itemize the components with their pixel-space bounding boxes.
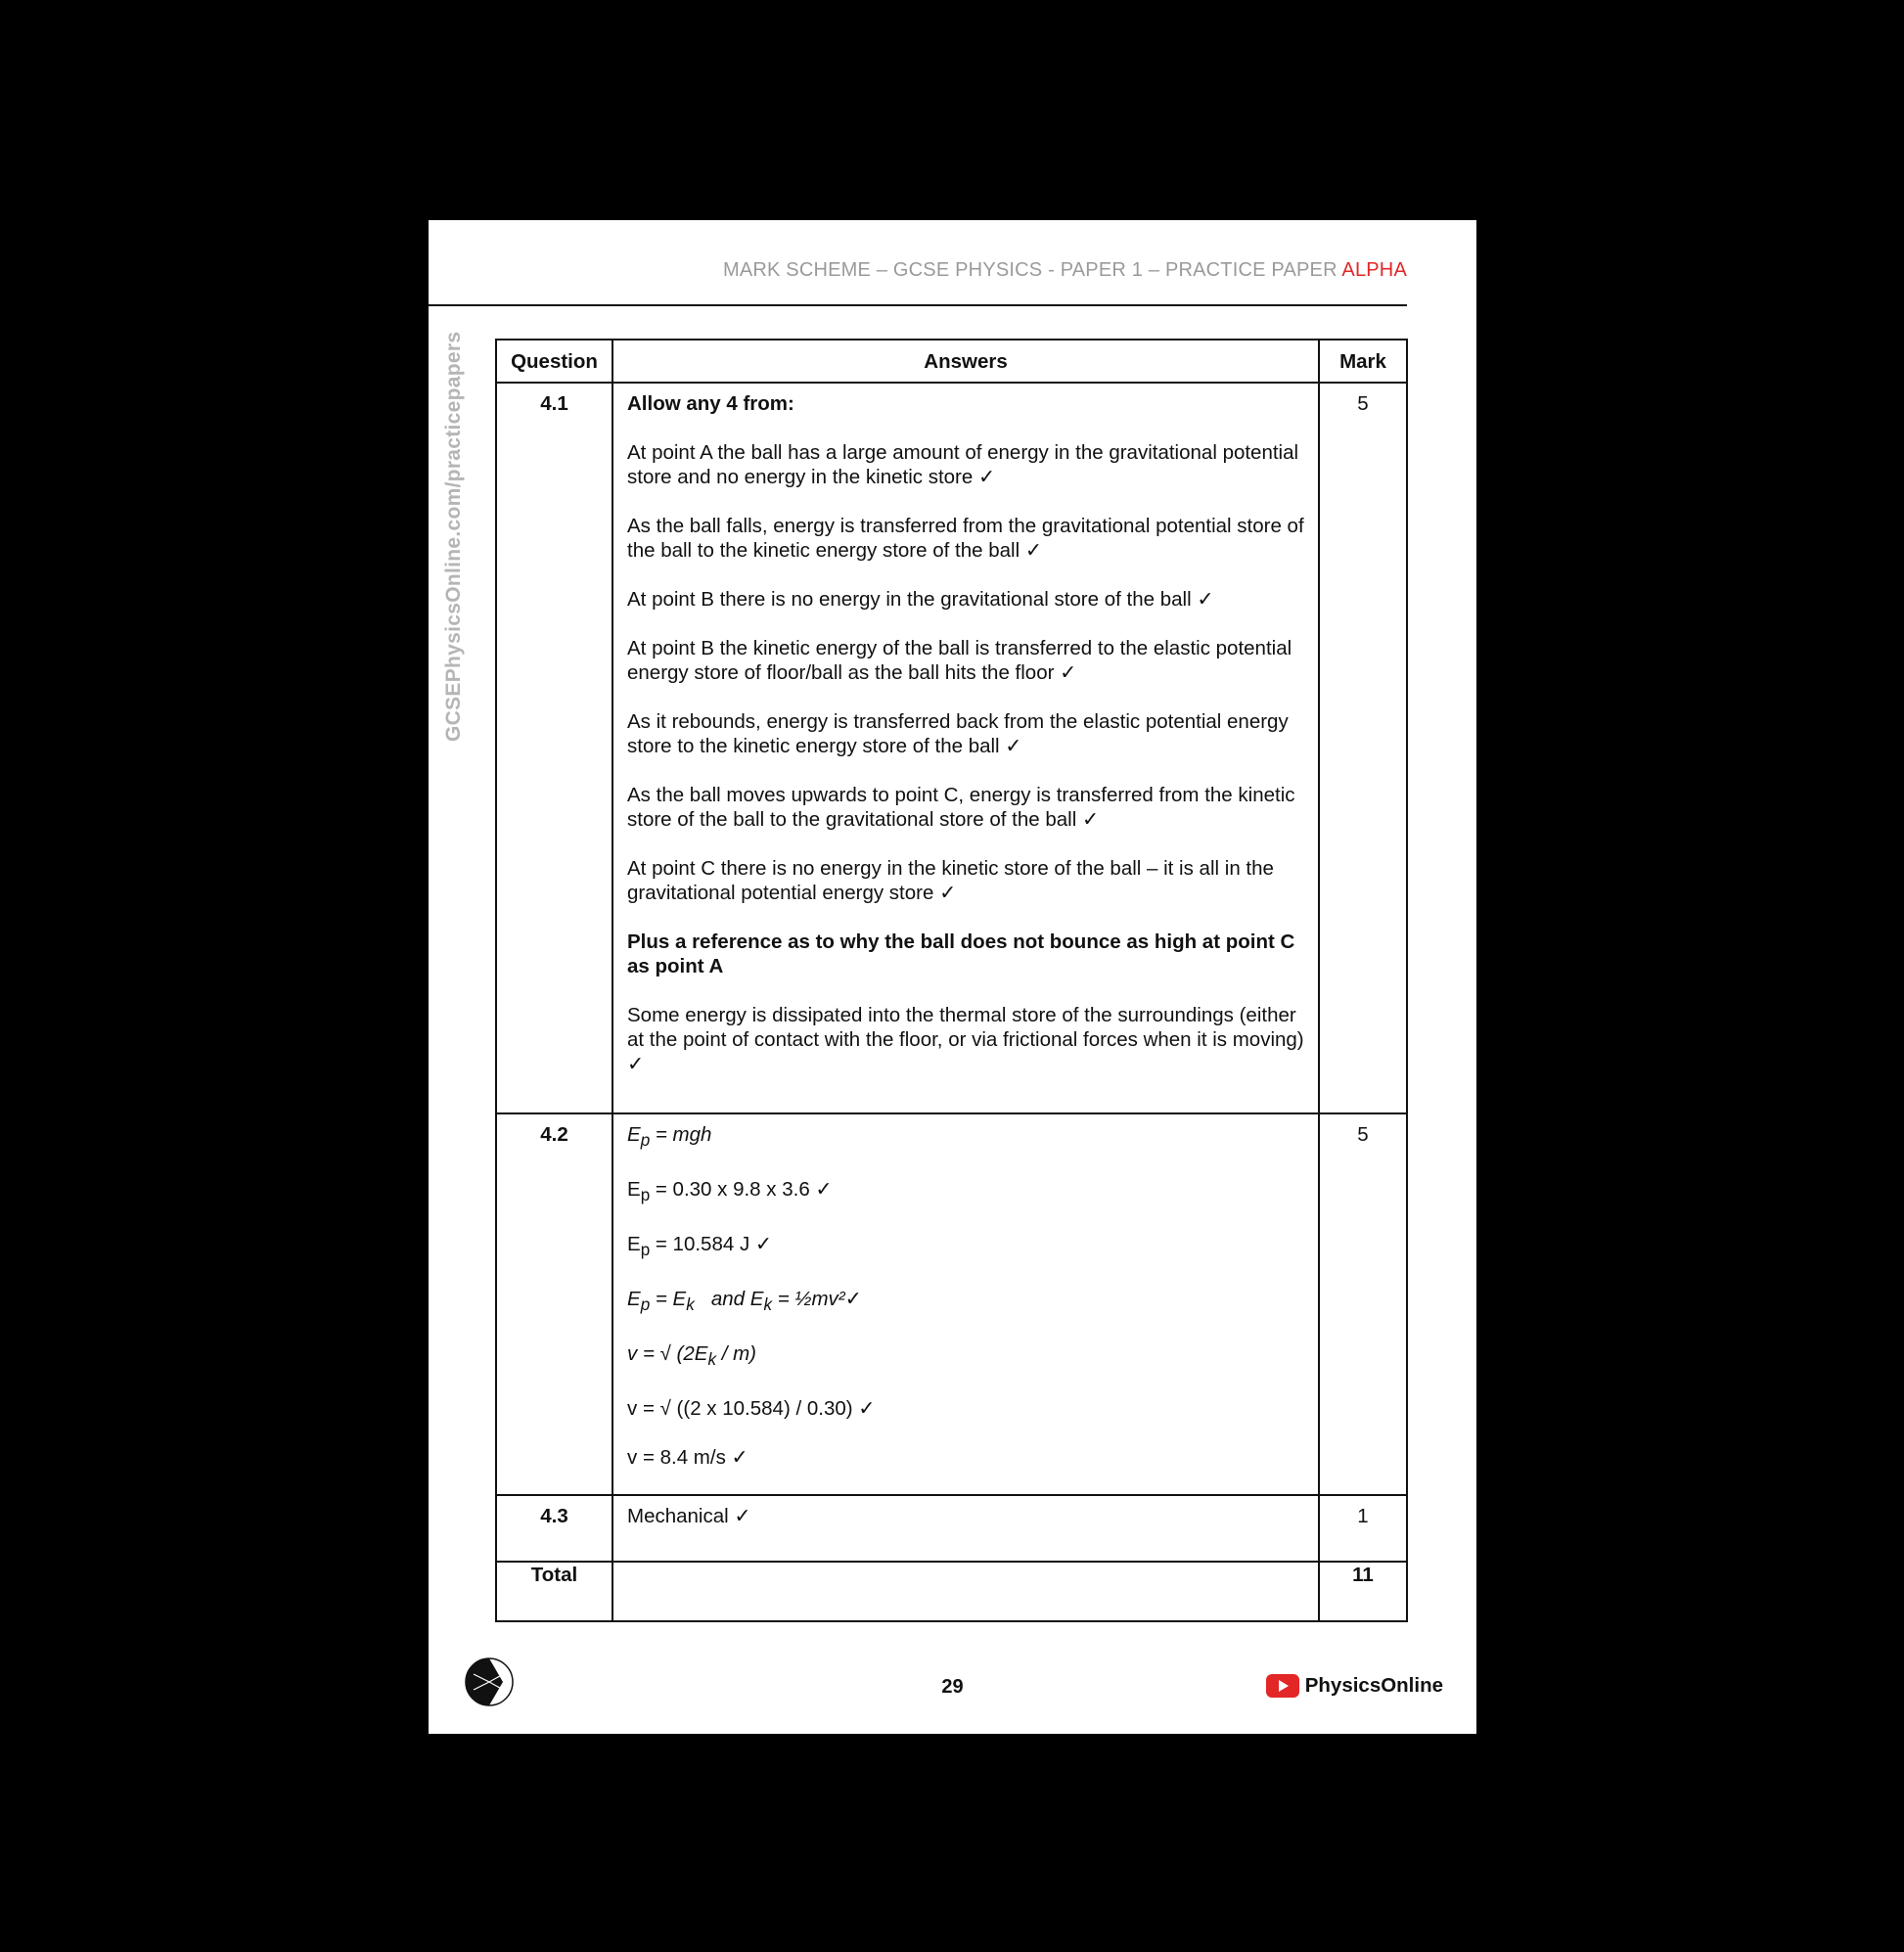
column-header-mark: Mark	[1319, 340, 1407, 383]
mark-value: 5	[1319, 383, 1407, 1113]
answer-cell	[612, 383, 1319, 1113]
question-number: 4.2	[496, 1113, 612, 1495]
total-answer-cell	[612, 1562, 1319, 1621]
header-accent: ALPHA	[1341, 259, 1407, 281]
side-watermark: GCSEPhysicsOnline.com/practicepapers	[442, 331, 465, 742]
equation-line: $E_p$ = mgh	[627, 1123, 712, 1151]
mark-value: 1	[1319, 1495, 1407, 1562]
total-row	[496, 1562, 1407, 1621]
column-header-question: Question	[496, 340, 612, 383]
page-number: 29	[941, 1676, 964, 1698]
answer-plus-heading: Plus a reference as to why the ball does not bounce as high at point C as point A	[627, 931, 1295, 977]
question-number: 4.1	[496, 383, 612, 1113]
answer-point: At point B the kinetic energy of the ball is transferred to the elastic potential energy store of floor/ball as the ball hits the floor ✓	[627, 637, 1292, 684]
youtube-icon	[1266, 1674, 1299, 1698]
equation-line: v = 8.4 m/s ✓	[627, 1446, 748, 1470]
answer-cell	[612, 1113, 1319, 1495]
table-row	[496, 383, 1407, 1113]
column-header-answers: Answers	[612, 340, 1319, 383]
answer-point: As it rebounds, energy is transferred back from the elastic potential energy store to the kinetic energy store of the ball ✓	[627, 710, 1289, 757]
footer-brand	[1266, 1674, 1443, 1698]
answer-point: As the ball moves upwards to point C, energy is transferred from the kinetic store of the ball to the gravitational store of the ball ✓	[627, 784, 1295, 831]
answer-cell: Mechanical ✓	[612, 1495, 1319, 1562]
answer-intro: Allow any 4 from:	[627, 392, 794, 415]
answer-point: At point A the ball has a large amount of energy in the gravitational potential store and no energy in the kinetic store ✓	[627, 441, 1299, 488]
equation-line: $E_p = 0.30$ x 9.8 x 3.6 ✓	[627, 1178, 833, 1205]
equation-line: $E_p = E_k$ and $E_k$ = ½mv²✓	[627, 1288, 862, 1315]
answer-point: Some energy is dissipated into the thermal store of the surroundings (either at the point of contact with the floor, or via frictional forces when it is moving) ✓	[627, 1004, 1304, 1075]
equation-line: v = √ $(2E_k / m)$	[627, 1342, 757, 1370]
answer-point: At point C there is no energy in the kinetic store of the ball – it is all in the gravitational potential energy store ✓	[627, 857, 1274, 904]
table-row	[496, 1495, 1407, 1562]
table-header-row	[496, 340, 1407, 383]
answer-point: As the ball falls, energy is transferred from the gravitational potential store of the ball to the kinetic energy store of the ball ✓	[627, 515, 1304, 562]
page-header	[723, 259, 1407, 282]
question-number: 4.3	[496, 1495, 612, 1562]
brand-name: PhysicsOnline	[1304, 1674, 1443, 1697]
equation-line: $E_p = 10.584$ J ✓	[627, 1233, 773, 1260]
equation-line: v = √ ((2 x 10.584) / 0.30) ✓	[627, 1397, 876, 1421]
header-divider	[429, 304, 1407, 306]
mark-value: 5	[1319, 1113, 1407, 1495]
header-title: MARK SCHEME – GCSE PHYSICS - PAPER 1 – PRACTICE PAPER	[722, 259, 1342, 281]
total-label: Total	[496, 1562, 612, 1621]
total-mark: 11	[1319, 1562, 1407, 1621]
document-page	[429, 220, 1476, 1734]
table-row	[496, 1113, 1407, 1495]
mark-scheme-table	[495, 339, 1408, 1622]
answer-point: At point B there is no energy in the gravitational store of the ball ✓	[627, 588, 1214, 611]
